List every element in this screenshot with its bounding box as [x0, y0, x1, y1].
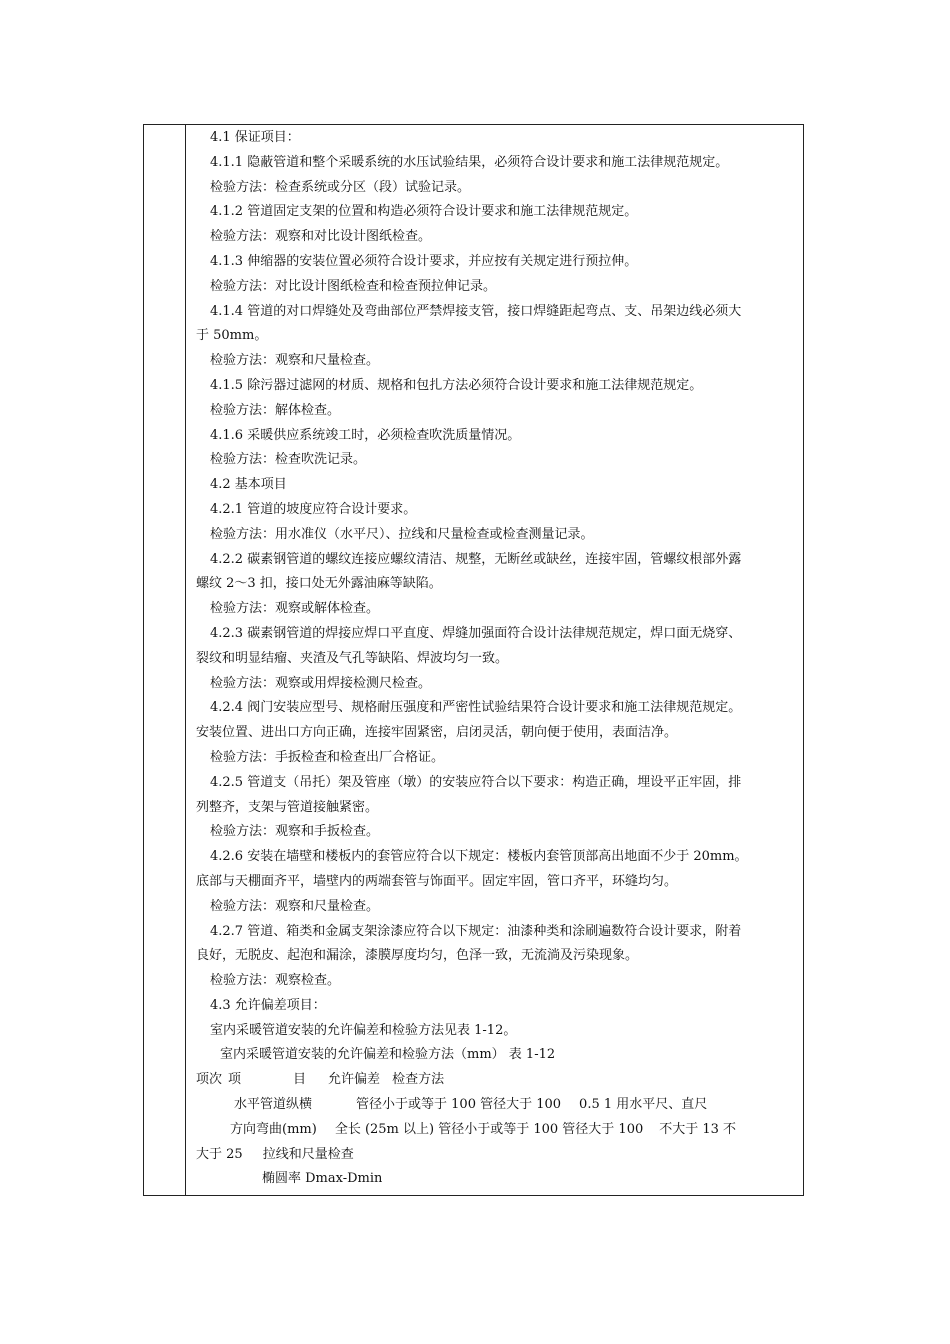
paragraph-line: 检验方法：用水准仪（水平尺）、拉线和尺量检查或检查测量记录。 — [210, 526, 594, 542]
paragraph-line: 4.2.4 阀门安装应型号、规格耐压强度和严密性试验结果符合设计要求和施工法律规范规定。 — [210, 700, 742, 716]
paragraph-line: 4.1 保证项目： — [210, 130, 300, 145]
table-header-row — [196, 1068, 796, 1093]
row3-method: 拉线和尺量检查 — [262, 1146, 354, 1162]
paragraph-line: 检验方法：观察和对比设计图纸检查。 — [210, 229, 432, 245]
paragraph-line: 4.2.5 管道支（吊托）架及管座（墩）的安装应符合以下要求：构造正确，埋设平正牢固，排 — [210, 774, 742, 790]
paragraph-line: 检验方法：检查系统或分区（段）试验记录。 — [210, 179, 471, 195]
row3-value: 大于 25 — [196, 1146, 243, 1162]
paragraph-list — [196, 126, 796, 1043]
document-body — [196, 126, 796, 1192]
table-column-divider — [185, 124, 186, 1196]
paragraph-line: 4.1.6 采暖供应系统竣工时，必须检查吹洗质量情况。 — [210, 427, 521, 443]
row2-value: 不大于 13 不 — [659, 1121, 737, 1137]
paragraph-line: 检验方法：观察检查。 — [210, 973, 341, 989]
header-item-b: 目 — [293, 1072, 307, 1088]
paragraph-line: 4.2.7 管道、箱类和金属支架涂漆应符合以下规定：油漆种类和涂刷遍数符合设计要求，附着 — [210, 923, 742, 939]
paragraph-line: 4.1.4 管道的对口焊缝处及弯曲部位严禁焊接支管，接口焊缝距起弯点、支、吊架边线必须大 — [210, 303, 742, 319]
paragraph-line: 螺纹 2～3 扣，接口处无外露油麻等缺陷。 — [196, 576, 442, 592]
paragraph-line: 检验方法：解体检查。 — [210, 402, 341, 418]
paragraph-line: 检验方法：观察和尺量检查。 — [210, 353, 380, 369]
table-row — [196, 1143, 796, 1168]
row2-item: 方向弯曲(mm) — [230, 1121, 317, 1137]
table-row — [196, 1167, 796, 1192]
header-method: 检查方法 — [392, 1072, 445, 1088]
paragraph-line: 底部与天棚面齐平，墙壁内的两端套管与饰面平。固定牢固，管口齐平，环缝均匀。 — [196, 873, 678, 889]
row1-spec: 管径小于或等于 100 管径大于 100 — [356, 1097, 562, 1113]
paragraph-line: 4.2.2 碳素钢管道的螺纹连接应螺纹清洁、规整，无断丝或缺丝，连接牢固，管螺纹根部外露 — [210, 551, 742, 567]
paragraph-line: 4.1.2 管道固定支架的位置和构造必须符合设计要求和施工法律规范规定。 — [210, 204, 638, 220]
header-tolerance: 允许偏差 — [328, 1072, 381, 1088]
table-caption: 室内采暖管道安装的允许偏差和检验方法（mm） 表 1-12 — [220, 1047, 556, 1063]
paragraph-line: 检验方法：检查吹洗记录。 — [210, 452, 367, 468]
row2-spec: 全长 (25m 以上) 管径小于或等于 100 管径大于 100 — [334, 1121, 644, 1137]
paragraph-line: 检验方法：观察和手扳检查。 — [210, 824, 380, 840]
row1-value: 0.5 1 用水平尺、直尺 — [579, 1097, 708, 1113]
paragraph-line: 良好，无脱皮、起泡和漏涂，漆膜厚度均匀，色泽一致，无流淌及污染现象。 — [196, 948, 639, 964]
paragraph-line: 裂纹和明显结瘤、夹渣及气孔等缺陷、焊波均匀一致。 — [196, 650, 509, 666]
table-row — [196, 1093, 796, 1118]
paragraph-line: 4.2.6 安装在墙壁和楼板内的套管应符合以下规定：楼板内套管顶部高出地面不少于 20mm。 — [210, 849, 748, 865]
paragraph-line: 室内采暖管道安装的允许偏差和检验方法见表 1-12。 — [210, 1022, 517, 1038]
paragraph-line: 4.1.5 除污器过滤网的材质、规格和包扎方法必须符合设计要求和施工法律规范规定。 — [210, 377, 703, 393]
row1-item: 水平管道纵横 — [234, 1097, 313, 1113]
paragraph-line: 列整齐，支架与管道接触紧密。 — [196, 799, 379, 815]
paragraph-line: 4.1.1 隐蔽管道和整个采暖系统的水压试验结果，必须符合设计要求和施工法律规范规定。 — [210, 154, 729, 170]
paragraph-line: 检验方法：对比设计图纸检查和检查预拉伸记录。 — [210, 278, 497, 294]
paragraph-line: 4.2 基本项目 — [210, 477, 287, 493]
paragraph-line: 4.2.1 管道的坡度应符合设计要求。 — [210, 501, 417, 517]
paragraph-line: 4.2.3 碳素钢管道的焊接应焊口平直度、焊缝加强面符合设计法律规范规定，焊口面无烧穿、 — [210, 625, 742, 641]
header-item-a: 项 — [228, 1072, 242, 1088]
table-row — [196, 1118, 796, 1143]
paragraph-line: 安装位置、进出口方向正确，连接牢固紧密，启闭灵活，朝向便于使用，表面洁净。 — [196, 725, 678, 741]
paragraph-line: 4.3 允许偏差项目： — [210, 997, 326, 1013]
paragraph-line: 检验方法：观察或用焊接检测尺检查。 — [210, 675, 432, 691]
paragraph-line: 于 50mm。 — [196, 328, 268, 344]
paragraph-line: 检验方法：手扳检查和检查出厂合格证。 — [210, 749, 445, 765]
row4-item: 椭圆率 Dmax-Dmin — [262, 1171, 383, 1187]
paragraph-line: 检验方法：观察和尺量检查。 — [210, 898, 380, 914]
header-index: 项次 — [196, 1072, 223, 1088]
paragraph-line: 4.1.3 伸缩器的安装位置必须符合设计要求，并应按有关规定进行预拉伸。 — [210, 253, 638, 269]
paragraph-line: 检验方法：观察或解体检查。 — [210, 601, 380, 617]
